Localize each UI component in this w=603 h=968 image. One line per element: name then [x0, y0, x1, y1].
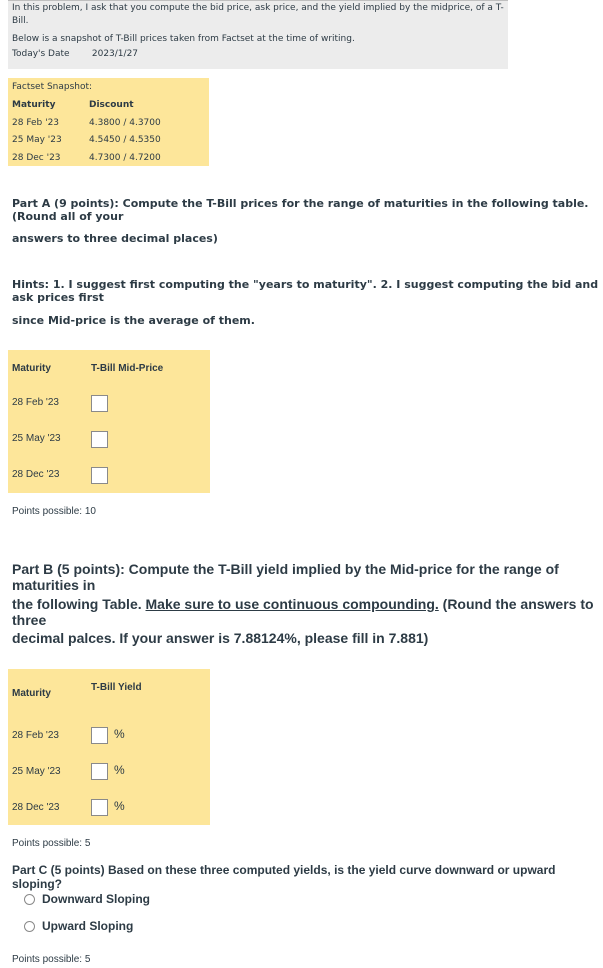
part-a-points: Points possible: 10 — [12, 506, 96, 517]
percent-sign: % — [114, 727, 125, 741]
radio-button[interactable] — [24, 921, 35, 932]
part-a-hint-line-1: Hints: 1. I suggest first computing the "years to maturity". 2. I suggest computing the bid and ask prices first — [12, 278, 599, 304]
part-c-points: Points possible: 5 — [12, 954, 91, 965]
part-a-col-maturity: Maturity — [12, 363, 51, 374]
part-b-maturity-3: 28 Dec '23 — [12, 802, 60, 813]
option-downward-sloping[interactable]: Downward Sloping — [24, 892, 150, 906]
part-b-table — [8, 669, 210, 825]
part-a-mid-price-input-1[interactable] — [91, 395, 108, 412]
todays-date-row — [8, 47, 508, 62]
part-b-question-line-2: the following Table. Make sure to use continuous compounding. (Round the answers to three — [12, 596, 594, 628]
part-a-maturity-1: 28 Feb '23 — [12, 397, 59, 408]
part-a-col-mid-price: T-Bill Mid-Price — [91, 363, 164, 374]
option-upward-sloping[interactable]: Upward Sloping — [24, 919, 133, 933]
part-b-yield-input-2[interactable] — [91, 763, 108, 780]
part-a-maturity-2: 25 May '23 — [12, 433, 61, 444]
part-a-maturity-3: 28 Dec '23 — [12, 469, 60, 480]
part-b-col-maturity: Maturity — [12, 688, 51, 699]
intro-line-2: Below is a snapshot of T-Bill prices taken from Factset at the time of writing. — [12, 34, 355, 44]
part-b-question-line-3: decimal palces. If your answer is 7.88124%, please fill in 7.881) — [12, 630, 429, 646]
part-b-points: Points possible: 5 — [12, 838, 91, 849]
snapshot-col-maturity: Maturity — [12, 100, 56, 110]
part-b-col-yield: T-Bill Yield — [91, 682, 142, 693]
radio-button[interactable] — [24, 894, 35, 905]
part-b-yield-input-1[interactable] — [91, 727, 108, 744]
intro-panel — [8, 0, 508, 69]
part-a-table — [8, 350, 210, 493]
part-b-maturity-1: 28 Feb '23 — [12, 730, 59, 741]
factset-snapshot: Factset Snapshot: Maturity Discount 28 Feb '23 4.3800 / 4.3700 25 May '23 4.5450 / 4.5350 28 Dec '23 4.7300 / 4.7200 — [8, 78, 209, 166]
part-c-question: Part C (5 points) Based on these three computed yields, is the yield curve downward or upward sloping? — [12, 863, 556, 891]
part-a-hint-line-2: since Mid-price is the average of them. — [12, 314, 255, 327]
intro-line-1b: Bill. — [12, 16, 29, 26]
part-a-mid-price-input-2[interactable] — [91, 431, 108, 448]
date-value: 2023/1/27 — [91, 49, 139, 59]
percent-sign: % — [114, 763, 125, 777]
snapshot-col-discount: Discount — [89, 100, 134, 110]
part-b-maturity-2: 25 May '23 — [12, 766, 61, 777]
part-a-mid-price-input-3[interactable] — [91, 467, 108, 484]
part-a-question-line-1: Part A (9 points): Compute the T-Bill prices for the range of maturities in the following table. (Round all of your — [12, 197, 589, 223]
part-b-question-line-1: Part B (5 points): Compute the T-Bill yield implied by the Mid-price for the range of maturities in — [12, 561, 559, 593]
percent-sign: % — [114, 799, 125, 813]
part-b-yield-input-3[interactable] — [91, 799, 108, 816]
intro-line-1: In this problem, I ask that you compute the bid price, ask price, and the yield implied by the midprice, of a T- — [12, 3, 504, 13]
part-a-question-line-2: answers to three decimal places) — [12, 232, 218, 245]
date-label: Today's Date — [12, 49, 70, 59]
continuous-compounding-note: Make sure to use continuous compounding. — [145, 596, 439, 612]
